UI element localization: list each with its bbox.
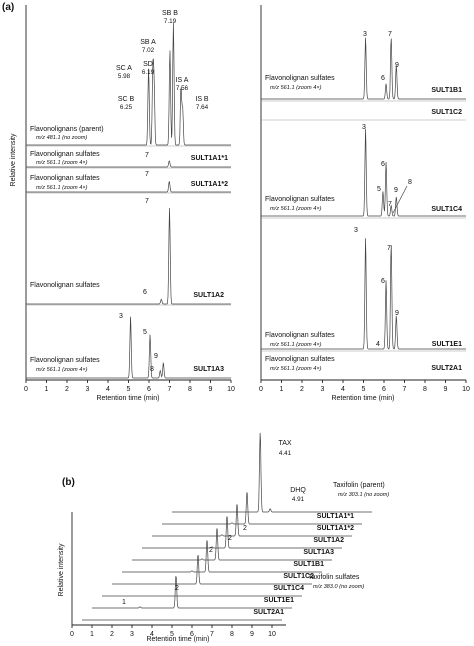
enzyme-label-b: SULT1A3 xyxy=(303,549,334,556)
panel-label-a: (a) xyxy=(2,2,15,13)
trace-detail: m/z 561.1 (zoom 4×) xyxy=(270,342,322,348)
x-tick-label: 3 xyxy=(85,386,90,393)
x-axis-label-a-left: Retention time (min) xyxy=(96,395,160,402)
peak-value: 4.41 xyxy=(278,450,292,457)
trace-detail: m/z 481.1 (no zoom) xyxy=(36,135,88,141)
trace-name: Flavonolignan sulfates xyxy=(30,357,100,364)
peak-label: 2 xyxy=(228,535,232,542)
trace-detail: m/z 561.1 (zoom 4×) xyxy=(36,185,88,191)
peak-label: 5 xyxy=(143,329,147,336)
trace-name: Flavonolignans (parent) xyxy=(30,126,104,133)
waterfall-trace xyxy=(112,555,312,584)
x-tick-label: 5 xyxy=(126,386,131,393)
x-axis-label-a-right: Retention time (min) xyxy=(331,395,395,402)
x-tick-label: 4 xyxy=(150,631,154,638)
enzyme-label: SULT1A1*2 xyxy=(190,181,228,188)
panel-a-right xyxy=(259,5,470,402)
waterfall-trace xyxy=(172,433,372,512)
peak-label: 6 xyxy=(381,161,385,168)
enzyme-label: SULT1E1 xyxy=(431,341,462,348)
trace-name: Flavonolignan sulfates xyxy=(265,332,335,339)
sulfates-trace-name: Taxifolin sulfates xyxy=(308,574,360,581)
trace-name: Flavonolignan sulfates xyxy=(30,282,100,289)
enzyme-label: SULT1A2 xyxy=(193,292,224,299)
peak-label: 7 xyxy=(388,201,392,208)
peak-label: 3 xyxy=(119,313,123,320)
peak-label: 4 xyxy=(376,341,380,348)
x-tick-label: 7 xyxy=(210,631,214,638)
x-tick-label: 4 xyxy=(341,386,345,393)
peak-label: SC A xyxy=(116,65,132,72)
peak-label: 7 xyxy=(388,31,392,38)
peak-label: 1 xyxy=(122,599,126,606)
peak-label: SC B xyxy=(117,96,135,103)
peak-label: 2 xyxy=(175,585,179,592)
peak-label: SB A xyxy=(140,39,156,46)
y-axis-label-b: Relative intensity xyxy=(58,543,65,597)
waterfall-trace xyxy=(122,541,322,572)
peak-label: IS A xyxy=(175,77,189,84)
peak-value: 7.64 xyxy=(195,104,209,111)
x-tick-label: 8 xyxy=(230,631,234,638)
peak-label: 9 xyxy=(154,353,158,360)
peak-label: 6 xyxy=(143,289,147,296)
panel-label-b: (b) xyxy=(62,477,75,488)
x-tick-label: 5 xyxy=(361,386,366,393)
peak-label: 3 xyxy=(362,124,366,131)
x-tick-label: 9 xyxy=(250,631,254,638)
x-tick-label: 10 xyxy=(268,631,276,638)
x-tick-label: 3 xyxy=(130,631,134,638)
trace-detail: m/z 561.1 (zoom 4×) xyxy=(36,160,88,166)
x-tick-label: 5 xyxy=(170,631,174,638)
peak-label: 9 xyxy=(394,187,398,194)
x-tick-label: 1 xyxy=(90,631,94,638)
trace-detail: m/z 561.1 (zoom 4×) xyxy=(270,85,322,91)
peak-value: 7.56 xyxy=(175,85,189,92)
peak-label: 3 xyxy=(363,31,367,38)
x-tick-label: 2 xyxy=(300,386,304,393)
enzyme-label-b: SULT1A1*1 xyxy=(316,513,354,520)
trace-detail: m/z 561.1 (zoom 4×) xyxy=(36,367,88,373)
x-tick-label: 4 xyxy=(106,386,110,393)
x-tick-label: 0 xyxy=(70,631,74,638)
peak-label: 5 xyxy=(377,186,381,193)
waterfall-trace xyxy=(142,517,342,548)
x-tick-label: 0 xyxy=(24,386,28,393)
enzyme-label-b: SULT1A2 xyxy=(313,537,344,544)
peak-label: 7 xyxy=(145,198,149,205)
x-tick-label: 8 xyxy=(423,386,427,393)
x-tick-label: 6 xyxy=(190,631,194,638)
peak-label: DHQ xyxy=(290,487,306,494)
waterfall-trace xyxy=(132,529,332,560)
panel-b xyxy=(58,433,389,643)
parent-trace-name: Taxifolin (parent) xyxy=(333,482,385,489)
peak-label: SB B xyxy=(162,10,178,17)
trace-detail: m/z 561.1 (zoom 4×) xyxy=(270,206,322,212)
enzyme-label-b: SULT1A1*2 xyxy=(316,525,354,532)
peak-label: SD xyxy=(143,61,153,68)
enzyme-label: SULT1A3 xyxy=(193,366,224,373)
enzyme-label-b: SULT1E1 xyxy=(263,597,294,604)
panel-a-left xyxy=(10,5,235,402)
enzyme-label: SULT1C4 xyxy=(431,206,462,213)
trace-name: Flavonolignan sulfates xyxy=(265,356,335,363)
peak-label: 2 xyxy=(209,547,213,554)
peak-label: TAX xyxy=(278,440,292,447)
trace-name: Flavonolignan sulfates xyxy=(265,75,335,82)
peak-label: 7 xyxy=(387,245,391,252)
trace-name: Flavonolignan sulfates xyxy=(30,175,100,182)
x-tick-label: 2 xyxy=(65,386,69,393)
sulfates-trace-detail: m/z 383.0 (no zoom) xyxy=(313,584,365,590)
x-tick-label: 10 xyxy=(462,386,470,393)
peak-label: 6 xyxy=(381,75,385,82)
peak-value: 7.19 xyxy=(163,18,177,25)
enzyme-label: SULT1A1*1 xyxy=(190,155,228,162)
parent-trace-detail: m/z 303.1 (no zoom) xyxy=(338,492,390,498)
trace-name: Flavonolignan sulfates xyxy=(265,196,335,203)
enzyme-label: SULT1C2 xyxy=(431,109,462,116)
x-tick-label: 3 xyxy=(320,386,325,393)
peak-label: 8 xyxy=(408,179,412,186)
peak-label: 2 xyxy=(243,525,247,532)
enzyme-label-b: SULT1B1 xyxy=(293,561,324,568)
x-tick-label: 7 xyxy=(167,386,172,393)
enzyme-label-b: SULT1C2 xyxy=(283,573,314,580)
x-axis-label-b: Retention time (min) xyxy=(146,636,210,643)
x-tick-label: 7 xyxy=(402,386,407,393)
peak-label: 3 xyxy=(354,227,358,234)
x-tick-label: 0 xyxy=(259,386,263,393)
enzyme-label-b: SULT2A1 xyxy=(253,609,284,616)
peak-label: 9 xyxy=(395,62,399,69)
x-tick-label: 9 xyxy=(443,386,448,393)
x-tick-label: 6 xyxy=(382,386,386,393)
peak-label: IS B xyxy=(195,96,209,103)
peak-label: 7 xyxy=(145,152,149,159)
x-tick-label: 9 xyxy=(208,386,213,393)
x-tick-label: 8 xyxy=(188,386,192,393)
x-tick-label: 10 xyxy=(227,386,235,393)
enzyme-label: SULT2A1 xyxy=(431,365,462,372)
x-tick-label: 1 xyxy=(279,386,284,393)
x-tick-label: 2 xyxy=(110,631,114,638)
trace-detail: m/z 561.1 (zoom 4×) xyxy=(270,366,322,372)
y-axis-label-a: Relative intensity xyxy=(10,133,17,187)
peak-value: 6.19 xyxy=(141,69,155,76)
peak-label: 8 xyxy=(150,366,154,373)
peak-label: 6 xyxy=(381,278,385,285)
peak-value: 5.98 xyxy=(117,73,131,80)
x-tick-label: 6 xyxy=(147,386,151,393)
x-tick-label: 1 xyxy=(44,386,49,393)
enzyme-label-b: SULT1C4 xyxy=(273,585,304,592)
trace-sult1a2 xyxy=(26,208,231,304)
peak-value: 7.02 xyxy=(141,47,155,54)
trace-name: Flavonolignan sulfates xyxy=(30,151,100,158)
peak-label: 7 xyxy=(145,171,149,178)
peak-value: 6.25 xyxy=(119,104,133,111)
peak-value: 4.91 xyxy=(291,496,305,503)
peak-label: 9 xyxy=(395,310,399,317)
enzyme-label: SULT1B1 xyxy=(431,87,462,94)
